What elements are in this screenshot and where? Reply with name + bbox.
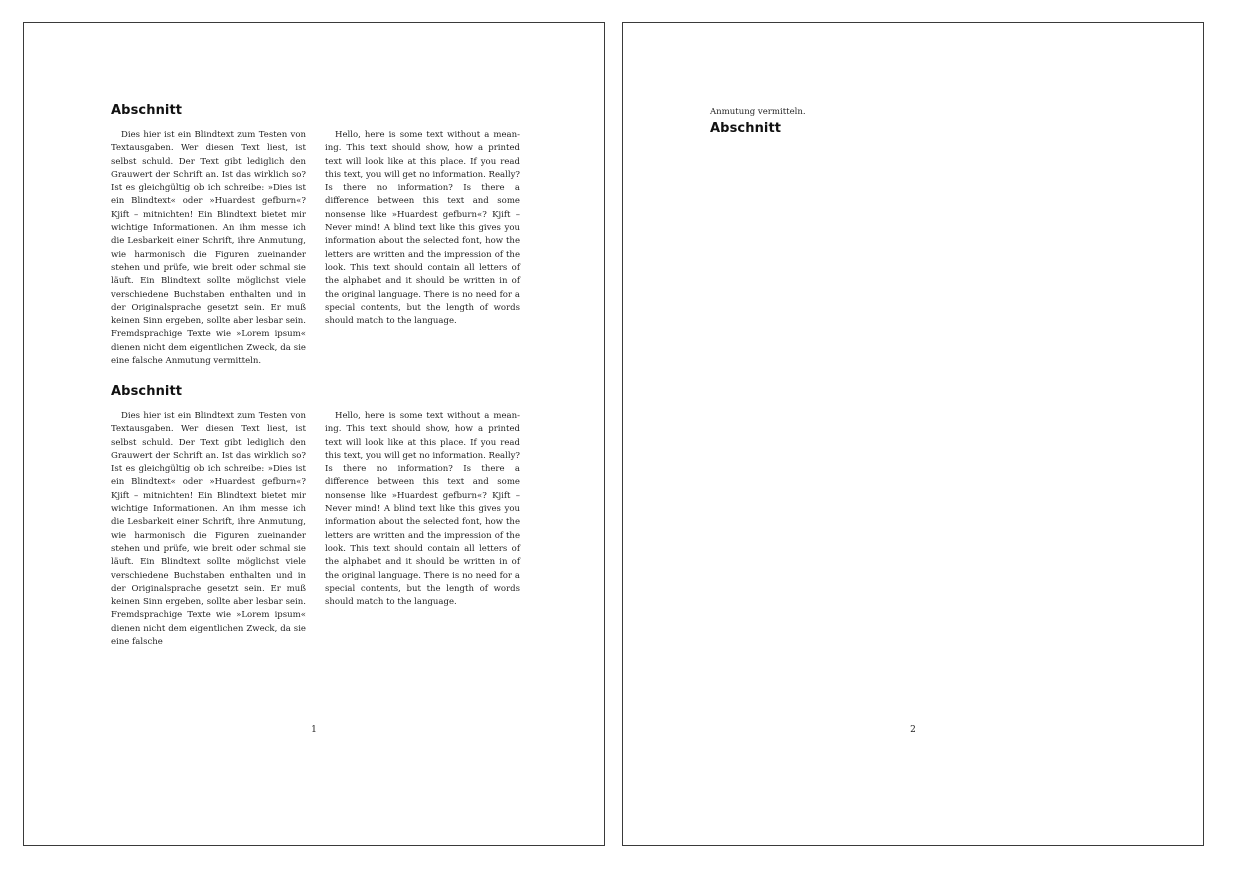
page-1: [23, 22, 605, 846]
column-left-german: Dies hier ist ein Blindtext zum Testen von Textausgaben. Wer diesen Text liest, ist selbst schuld. Der Text gibt lediglich den Grauwert der Schrift an. Ist das wirklich so? Ist es gleichgültig ob ich schreibe: »Dies ist ein Blindtext« oder »Huardest gefburn«? Kjift – mitnichten! Ein Blindtext bietet mir wichtige Informationen. An ihm messe ich die Lesbarkeit einer Schrift, ihre Anmutung, wie harmonisch die Figuren zueinander stehen und prüfe, wie breit oder schmal sie läuft. Ein Blindtext sollte möglichst viele verschiedene Buchstaben enthalten und in der Originalsprache gesetzt sein. Er muß keinen Sinn ergeben, sollte aber lesbar sein. Fremdsprachige Texte wie »Lorem ipsum« dienen nicht dem eigentlichen Zweck, da sie eine falsche Anmutung vermitteln.: [111, 130, 306, 367]
page-2: [622, 22, 1204, 846]
page-number: 1: [311, 725, 317, 735]
column-right-english: Hello, here is some text without a meaning. This text should show, how a printed text will look like at this place. If you read this text, you will get no information. Really? Is there no information? Is there a difference between this text and some nonsense like »Huardest gefburn«? Kjift – Never mind! A blind text like this gives you information about the selected font, how the letters are written and the impression of the look. This text should contain all letters of the alphabet and it should be written in of the original language. There is no need for a special contents, but the length of words should match to the language.: [325, 411, 520, 608]
section-heading: Abschnitt: [710, 121, 782, 136]
column-left-german: Dies hier ist ein Blindtext zum Testen von Textausgaben. Wer diesen Text liest, ist selbst schuld. Der Text gibt lediglich den Grauwert der Schrift an. Ist das wirklich so? Ist es gleichgültig ob ich schreibe: »Dies ist ein Blindtext« oder »Huardest gefburn«? Kjift – mitnichten! Ein Blindtext bietet mir wichtige Informationen. An ihm messe ich die Lesbarkeit einer Schrift, ihre Anmutung, wie harmonisch die Figuren zueinander stehen und prüfe, wie breit oder schmal sie läuft. Ein Blindtext sollte möglichst viele verschiedene Buchstaben enthalten und in der Originalsprache gesetzt sein. Er muß keinen Sinn ergeben, sollte aber lesbar sein. Fremdsprachige Texte wie »Lorem ipsum« dienen nicht dem eigentlichen Zweck, da sie eine falsche: [111, 411, 306, 648]
page-number: 2: [910, 725, 916, 735]
column-right-english: Hello, here is some text without a meaning. This text should show, how a printed text will look like at this place. If you read this text, you will get no information. Really? Is there no information? Is there a difference between this text and some nonsense like »Huardest gefburn«? Kjift – Never mind! A blind text like this gives you information about the selected font, how the letters are written and the impression of the look. This text should contain all letters of the alphabet and it should be written in of the original language. There is no need for a special contents, but the length of words should match to the language.: [325, 130, 520, 327]
section-heading: Abschnitt: [111, 103, 183, 118]
section-heading: Abschnitt: [111, 384, 183, 399]
continuation-text: Anmutung vermitteln.: [710, 107, 806, 117]
